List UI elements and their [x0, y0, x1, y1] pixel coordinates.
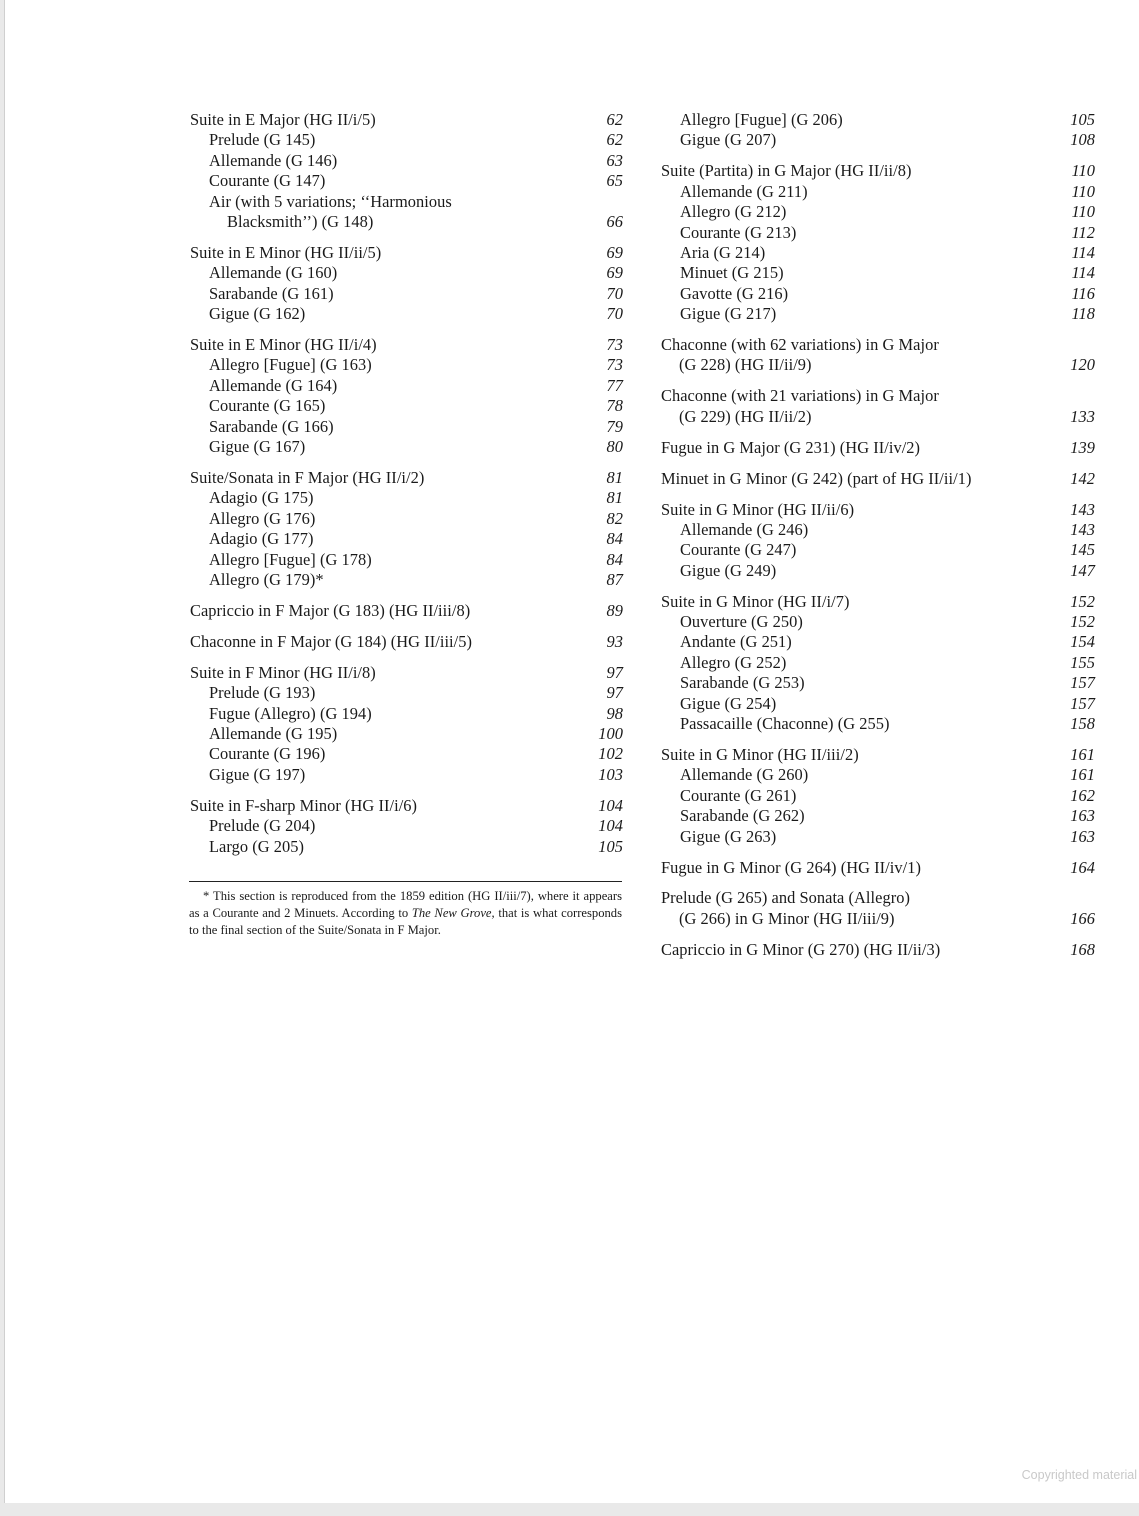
entry-page-number: 82 [606, 508, 623, 528]
toc-entry[interactable] [661, 745, 1095, 765]
toc-group [190, 663, 623, 785]
toc-subentry[interactable] [190, 509, 623, 529]
toc-group [190, 335, 623, 457]
entry-title [661, 612, 1063, 632]
toc-left-column [190, 110, 623, 867]
entry-title [190, 396, 591, 416]
entry-page-number: 89 [606, 600, 623, 620]
entry-title [661, 438, 1063, 458]
footnote [189, 881, 622, 939]
entry-page-number: 93 [606, 631, 623, 651]
entry-page-number: 66 [606, 212, 623, 232]
entry-title-text: Suite in F Minor (HG II/i/8) [190, 662, 376, 682]
entry-title [190, 570, 591, 590]
entry-title [661, 888, 1063, 929]
entry-title [190, 509, 591, 529]
entry-title [190, 796, 591, 816]
entry-title [190, 263, 591, 283]
entry-title [661, 592, 1063, 612]
entry-title-text: Suite in E Major (HG II/i/5) [190, 110, 376, 129]
entry-page-number: 69 [606, 263, 623, 283]
toc-group [661, 161, 1095, 324]
toc-group [661, 386, 1095, 427]
entry-title [661, 182, 1063, 202]
toc-group [661, 438, 1095, 458]
entry-title-text: Chaconne (with 62 variations) in G Major [661, 335, 939, 355]
footnote-text [189, 888, 622, 939]
toc-right-column [661, 110, 1095, 971]
toc-subentry[interactable] [661, 632, 1095, 652]
entry-title-text: Suite in G Minor (HG II/ii/6) [661, 499, 855, 519]
entry-title [661, 263, 1063, 283]
toc-subentry[interactable] [661, 612, 1095, 632]
toc-subentry[interactable] [661, 694, 1095, 714]
entry-title [190, 304, 591, 324]
entry-title [190, 192, 591, 233]
entry-title-text: Courante (G 196) [209, 744, 326, 764]
entry-title [661, 130, 1063, 150]
toc-subentry[interactable] [661, 673, 1095, 693]
entry-page-number: 110 [1071, 181, 1095, 201]
entry-title [661, 714, 1063, 734]
footnote-part2: that is what corresponds to the final section of the Suite/Sonata in F Major. [189, 906, 622, 937]
toc-entry[interactable] [190, 663, 623, 683]
entry-title-text: Allegro (G 252) [680, 652, 787, 672]
toc-entry[interactable] [190, 796, 623, 816]
toc-subentry[interactable] [190, 765, 623, 785]
entry-title [190, 550, 591, 570]
toc-entry[interactable] [190, 243, 623, 263]
toc-group [661, 500, 1095, 582]
entry-title-text: Allegro (G 176) [209, 508, 316, 528]
entry-title-continuation: (G 229) (HG II/ii/2) [679, 406, 812, 426]
entry-page-number: 84 [606, 529, 623, 549]
entry-title [661, 561, 1063, 581]
entry-page-number: 104 [598, 795, 623, 815]
entry-title-text: Gigue (G 254) [680, 693, 777, 713]
book-page [4, 0, 1139, 1503]
entry-title [190, 171, 591, 191]
toc-entry[interactable] [190, 335, 623, 355]
toc-entry[interactable] [190, 601, 623, 621]
entry-page-number: 62 [606, 130, 623, 150]
entry-page-number: 142 [1070, 468, 1095, 488]
toc-subentry[interactable] [190, 683, 623, 703]
entry-title [190, 151, 591, 171]
entry-title [661, 765, 1063, 785]
toc-subentry[interactable] [661, 202, 1095, 222]
entry-title-text: Prelude (G 193) [209, 683, 316, 703]
entry-page-number: 114 [1071, 263, 1095, 283]
entry-title-text: Allemande (G 195) [209, 723, 338, 743]
toc-subentry[interactable] [661, 304, 1095, 324]
entry-page-number: 100 [598, 723, 623, 743]
entry-title-text: Suite in F-sharp Minor (HG II/i/6) [190, 795, 418, 815]
entry-title-text: Prelude (G 145) [209, 130, 316, 150]
entry-page-number: 62 [606, 110, 623, 129]
entry-title [190, 130, 591, 150]
entry-title-text: Courante (G 213) [680, 222, 797, 242]
toc-subentry[interactable] [661, 806, 1095, 826]
toc-group [661, 745, 1095, 847]
entry-title [190, 468, 591, 488]
toc-subentry[interactable] [661, 130, 1095, 150]
toc-subentry[interactable] [190, 284, 623, 304]
entry-title [661, 335, 1063, 376]
toc-subentry[interactable] [661, 223, 1095, 243]
toc-group [661, 940, 1095, 960]
entry-page-number: 97 [606, 683, 623, 703]
entry-title-text: Gavotte (G 216) [680, 283, 789, 303]
entry-title [190, 417, 591, 437]
entry-title-text: Chaconne in F Major (G 184) (HG II/iii/5) [190, 631, 473, 651]
entry-title [190, 663, 591, 683]
entry-title [190, 488, 591, 508]
entry-page-number: 162 [1070, 785, 1095, 805]
toc-entry[interactable] [661, 592, 1095, 612]
entry-title-text: Allegro [Fugue] (G 178) [209, 549, 372, 569]
entry-title-text: Suite in G Minor (HG II/iii/2) [661, 744, 859, 764]
entry-page-number: 79 [606, 416, 623, 436]
entry-title-text: Adagio (G 177) [209, 529, 314, 549]
entry-page-number: 84 [606, 549, 623, 569]
entry-title [661, 469, 1063, 489]
toc-subentry[interactable] [190, 151, 623, 171]
entry-page-number: 108 [1070, 130, 1095, 150]
entry-title [661, 745, 1063, 765]
entry-page-number: 65 [606, 171, 623, 191]
entry-title-text: Courante (G 165) [209, 396, 326, 416]
entry-page-number: 168 [1070, 939, 1095, 959]
entry-title [661, 520, 1063, 540]
entry-title-text: Capriccio in F Major (G 183) (HG II/iii/8) [190, 600, 471, 620]
entry-page-number: 80 [606, 437, 623, 457]
toc-subentry[interactable] [190, 376, 623, 396]
entry-title-continuation: (G 228) (HG II/ii/9) [679, 355, 812, 375]
toc-subentry[interactable] [190, 304, 623, 324]
entry-title-text: Minuet in G Minor (G 242) (part of HG II/ii/1) [661, 468, 972, 488]
toc-subentry[interactable] [190, 263, 623, 283]
entry-title-text: Fugue (Allegro) (G 194) [209, 703, 372, 723]
toc-group [661, 858, 1095, 878]
toc-entry[interactable] [661, 500, 1095, 520]
entry-page-number: 158 [1070, 714, 1095, 734]
toc-subentry[interactable] [190, 171, 623, 191]
entry-title-text: Gigue (G 249) [680, 560, 777, 580]
toc-subentry[interactable] [661, 243, 1095, 263]
entry-title-text: Fugue in G Major (G 231) (HG II/iv/2) [661, 437, 921, 457]
entry-page-number: 120 [1070, 355, 1095, 375]
entry-title-text: Allemande (G 160) [209, 263, 338, 283]
entry-title-continuation: (G 266) in G Minor (HG II/iii/9) [679, 908, 895, 928]
entry-title-text: Gigue (G 207) [680, 130, 777, 150]
entry-page-number: 133 [1070, 406, 1095, 426]
entry-page-number: 98 [606, 703, 623, 723]
entry-page-number: 154 [1070, 632, 1095, 652]
entry-title-text: Allemande (G 246) [680, 519, 809, 539]
entry-page-number: 114 [1071, 242, 1095, 262]
toc-entry[interactable] [190, 110, 623, 130]
entry-page-number: 157 [1070, 693, 1095, 713]
entry-page-number: 139 [1070, 437, 1095, 457]
toc-subentry[interactable] [190, 704, 623, 724]
entry-title-text: Allegro [Fugue] (G 206) [680, 110, 843, 129]
entry-title-text: Allemande (G 146) [209, 150, 338, 170]
entry-title [661, 786, 1063, 806]
toc-entry[interactable] [661, 438, 1095, 458]
toc-entry[interactable] [661, 469, 1095, 489]
toc-subentry[interactable] [661, 182, 1095, 202]
entry-page-number: 73 [606, 335, 623, 355]
entry-page-number: 161 [1070, 744, 1095, 764]
entry-title-text: Allemande (G 164) [209, 375, 338, 395]
entry-title [661, 223, 1063, 243]
entry-title-text: Suite in G Minor (HG II/i/7) [661, 591, 850, 611]
entry-page-number: 73 [606, 355, 623, 375]
entry-title [190, 683, 591, 703]
entry-page-number: 87 [606, 570, 623, 590]
entry-page-number: 70 [606, 283, 623, 303]
toc-entry[interactable] [661, 161, 1095, 181]
entry-title [661, 284, 1063, 304]
toc-subentry[interactable] [190, 744, 623, 764]
entry-page-number: 97 [606, 662, 623, 682]
toc-subentry[interactable] [661, 284, 1095, 304]
entry-page-number: 103 [598, 764, 623, 784]
entry-title-text: Adagio (G 175) [209, 488, 314, 508]
footnote-italic: The New Grove, [411, 906, 495, 920]
entry-title [190, 765, 591, 785]
entry-page-number: 77 [606, 375, 623, 395]
entry-title-text: Aria (G 214) [680, 242, 766, 262]
toc-subentry[interactable] [661, 653, 1095, 673]
entry-title [661, 940, 1063, 960]
entry-title-text: Allegro (G 179)* [209, 570, 324, 590]
entry-page-number: 143 [1070, 519, 1095, 539]
toc-subentry[interactable] [661, 540, 1095, 560]
entry-title [190, 816, 591, 836]
entry-title [661, 202, 1063, 222]
toc-subentry[interactable] [190, 355, 623, 375]
toc-subentry[interactable] [190, 396, 623, 416]
entry-title [190, 284, 591, 304]
entry-title [661, 540, 1063, 560]
entry-title-text: Sarabande (G 262) [680, 806, 805, 826]
entry-title [661, 653, 1063, 673]
entry-page-number: 143 [1070, 499, 1095, 519]
entry-title-text: Prelude (G 265) and Sonata (Allegro) [661, 888, 910, 908]
entry-title-text: Suite in E Minor (HG II/i/4) [190, 335, 377, 355]
toc-group [190, 243, 623, 325]
entry-title [661, 673, 1063, 693]
toc-entry[interactable] [190, 468, 623, 488]
toc-group [190, 468, 623, 590]
entry-page-number: 112 [1071, 222, 1095, 242]
entry-title-text: Sarabande (G 166) [209, 416, 334, 436]
entry-title-text: Allemande (G 260) [680, 765, 809, 785]
entry-title-text: Gigue (G 263) [680, 826, 777, 846]
entry-title [661, 806, 1063, 826]
toc-entry[interactable] [661, 386, 1095, 427]
toc-group [661, 335, 1095, 376]
entry-page-number: 105 [1070, 110, 1095, 129]
toc-subentry[interactable] [661, 520, 1095, 540]
entry-page-number: 118 [1071, 304, 1095, 324]
toc-group [190, 110, 623, 232]
entry-title [190, 601, 591, 621]
toc-group [190, 601, 623, 621]
entry-page-number: 161 [1070, 765, 1095, 785]
toc-subentry[interactable] [190, 130, 623, 150]
entry-page-number: 157 [1070, 673, 1095, 693]
toc-entry[interactable] [661, 335, 1095, 376]
toc-subentry[interactable] [661, 827, 1095, 847]
entry-page-number: 145 [1070, 540, 1095, 560]
toc-subentry[interactable] [661, 263, 1095, 283]
toc-entry[interactable] [190, 632, 623, 652]
entry-page-number: 166 [1070, 908, 1095, 928]
entry-title [661, 694, 1063, 714]
entry-title [661, 386, 1063, 427]
toc-subentry[interactable] [190, 570, 623, 590]
entry-title-text: Sarabande (G 253) [680, 673, 805, 693]
toc-subentry[interactable] [190, 837, 623, 857]
entry-page-number: 163 [1070, 826, 1095, 846]
entry-title [190, 632, 591, 652]
toc-entry[interactable] [661, 940, 1095, 960]
entry-title-text: Suite/Sonata in F Major (HG II/i/2) [190, 468, 425, 487]
footnote-part1: * This section is reproduced from the 1859 edition (HG II/iii/7), where it appears as a Courante and 2 Minuets. According to [189, 889, 622, 920]
entry-page-number: 104 [598, 816, 623, 836]
entry-page-number: 81 [606, 488, 623, 508]
entry-title [661, 632, 1063, 652]
toc-group [661, 469, 1095, 489]
toc-subentry[interactable] [190, 816, 623, 836]
toc-subentry[interactable] [190, 724, 623, 744]
entry-title [190, 724, 591, 744]
entry-title-text: Sarabande (G 161) [209, 283, 334, 303]
copyright-watermark: Copyrighted material [1021, 1468, 1137, 1482]
entry-page-number: 110 [1071, 202, 1095, 222]
entry-title [661, 110, 1063, 130]
entry-title-text: Allemande (G 211) [680, 181, 808, 201]
entry-title [190, 243, 591, 263]
toc-group [190, 632, 623, 652]
toc-subentry[interactable] [661, 714, 1095, 734]
entry-title-text: Courante (G 261) [680, 785, 797, 805]
entry-title [190, 529, 591, 549]
entry-page-number: 147 [1070, 560, 1095, 580]
toc-subentry[interactable] [661, 110, 1095, 130]
entry-title [190, 437, 591, 457]
entry-page-number: 164 [1070, 857, 1095, 877]
entry-title-text: Suite (Partita) in G Major (HG II/ii/8) [661, 161, 912, 181]
toc-entry[interactable] [661, 888, 1095, 929]
entry-title-text: Minuet (G 215) [680, 263, 784, 283]
toc-subentry[interactable] [661, 786, 1095, 806]
entry-title-text: Gigue (G 217) [680, 304, 777, 324]
entry-title-text: Courante (G 147) [209, 171, 326, 191]
entry-title [190, 704, 591, 724]
entry-title-text: Passacaille (Chaconne) (G 255) [680, 714, 890, 734]
toc-subentry[interactable] [190, 488, 623, 508]
entry-title [661, 161, 1063, 181]
toc-group [661, 592, 1095, 735]
entry-page-number: 81 [606, 468, 623, 487]
entry-title-text: Gigue (G 167) [209, 437, 306, 457]
entry-title [190, 355, 591, 375]
entry-title-text: Capriccio in G Minor (G 270) (HG II/ii/3) [661, 939, 941, 959]
toc-subentry[interactable] [190, 417, 623, 437]
toc-subentry[interactable] [190, 192, 623, 233]
entry-title-text: Andante (G 251) [680, 632, 792, 652]
toc-subentry[interactable] [190, 529, 623, 549]
entry-page-number: 110 [1071, 161, 1095, 181]
toc-group [661, 888, 1095, 929]
entry-page-number: 152 [1070, 612, 1095, 632]
entry-page-number: 105 [598, 836, 623, 856]
entry-page-number: 102 [598, 744, 623, 764]
entry-title-text: Largo (G 205) [209, 836, 305, 856]
entry-page-number: 78 [606, 396, 623, 416]
toc-subentry[interactable] [190, 550, 623, 570]
entry-title-text: Gigue (G 197) [209, 764, 306, 784]
entry-page-number: 155 [1070, 652, 1095, 672]
entry-title-text: Ouverture (G 250) [680, 612, 803, 632]
entry-title-text: Prelude (G 204) [209, 816, 316, 836]
entry-title-text: Allegro [Fugue] (G 163) [209, 355, 372, 375]
entry-title [190, 837, 591, 857]
entry-title [661, 500, 1063, 520]
toc-group [661, 110, 1095, 151]
entry-title-text: Suite in E Minor (HG II/ii/5) [190, 242, 382, 262]
entry-title [190, 110, 591, 130]
entry-title-text: Chaconne (with 21 variations) in G Major [661, 386, 939, 406]
entry-title [190, 335, 591, 355]
toc-subentry[interactable] [661, 765, 1095, 785]
entry-page-number: 116 [1071, 283, 1095, 303]
toc-entry[interactable] [661, 858, 1095, 878]
entry-title [661, 827, 1063, 847]
entry-title [190, 376, 591, 396]
entry-page-number: 63 [606, 150, 623, 170]
entry-title [190, 744, 591, 764]
toc-subentry[interactable] [661, 561, 1095, 581]
entry-title-continuation: Blacksmith’’) (G 148) [227, 212, 374, 232]
toc-subentry[interactable] [190, 437, 623, 457]
entry-title [661, 858, 1063, 878]
entry-title [661, 243, 1063, 263]
entry-title [661, 304, 1063, 324]
entry-page-number: 70 [606, 304, 623, 324]
entry-title-text: Fugue in G Minor (G 264) (HG II/iv/1) [661, 857, 921, 877]
entry-title-text: Courante (G 247) [680, 540, 797, 560]
entry-title-text: Air (with 5 variations; ‘‘Harmonious [209, 191, 452, 211]
entry-title-text: Allegro (G 212) [680, 202, 787, 222]
entry-page-number: 163 [1070, 806, 1095, 826]
entry-page-number: 69 [606, 242, 623, 262]
entry-title-text: Gigue (G 162) [209, 304, 306, 324]
toc-group [190, 796, 623, 857]
entry-page-number: 152 [1070, 591, 1095, 611]
